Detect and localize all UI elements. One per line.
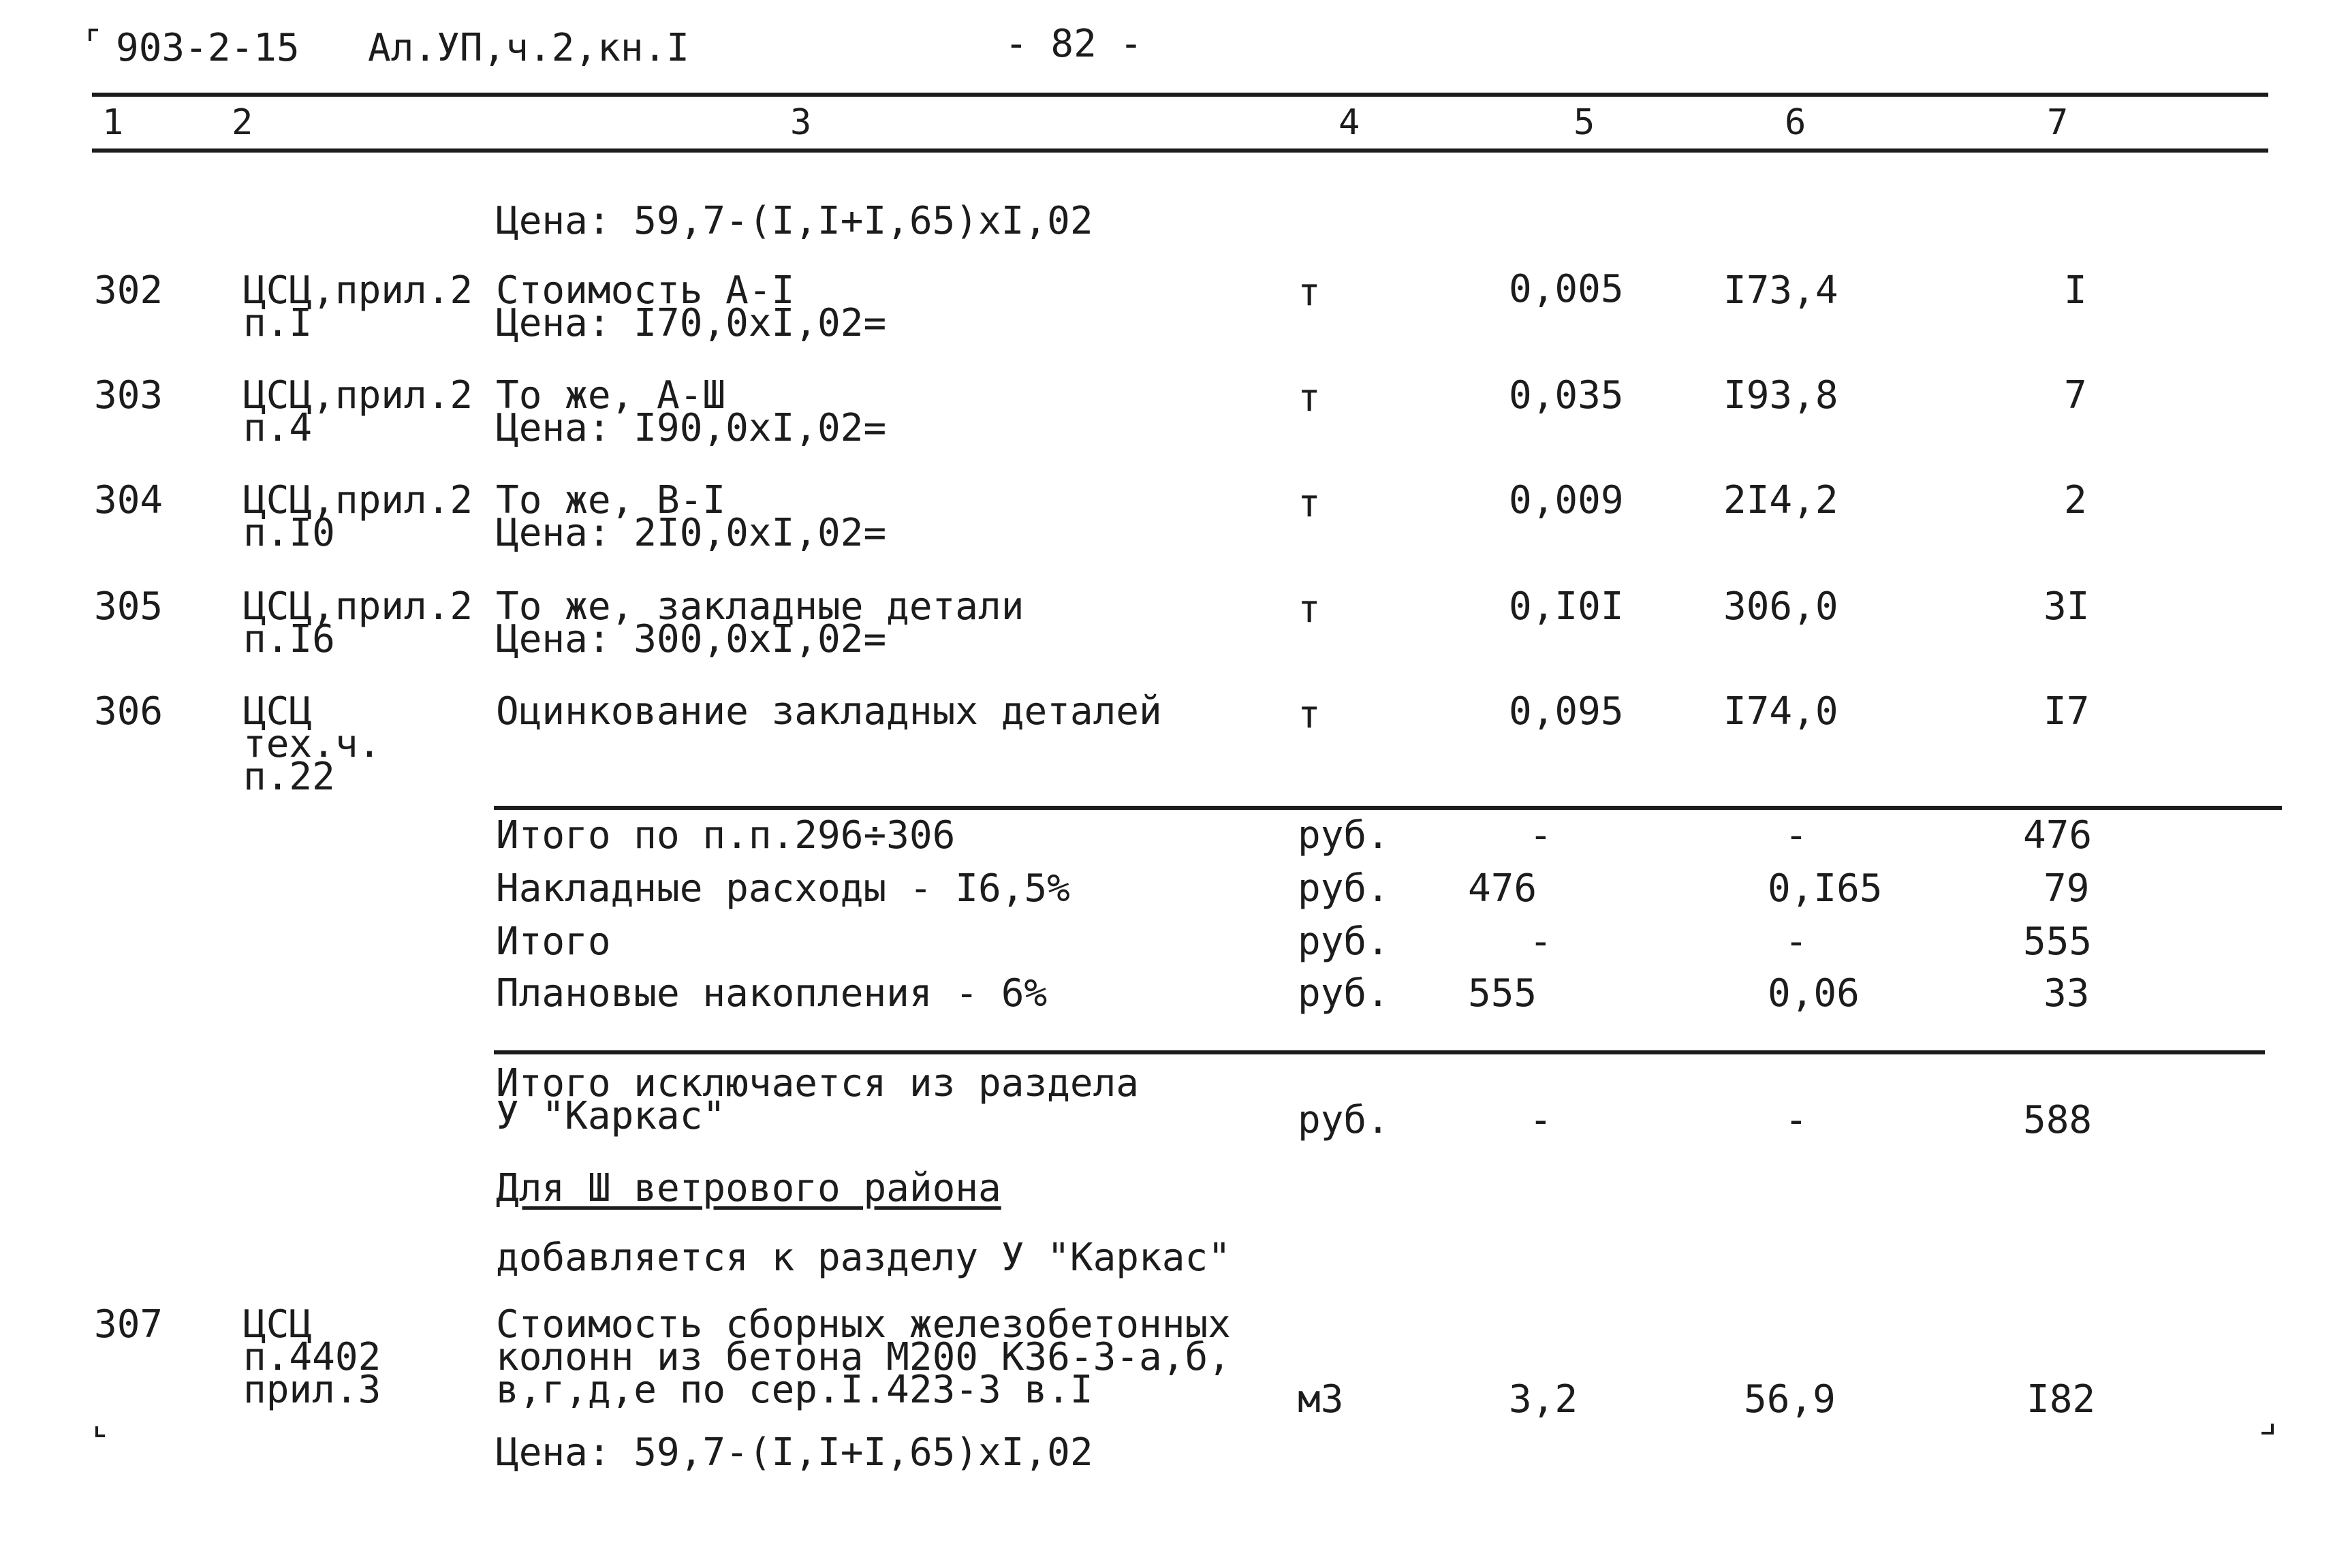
excluded-rule — [494, 1050, 2265, 1054]
row-unit-price: 56,9 — [1744, 1377, 1836, 1422]
row-description: То же, А-Ш — [496, 373, 726, 418]
column-number-4: 4 — [1338, 102, 1360, 143]
row-unit: т — [1298, 482, 1321, 526]
summary-total: 555 — [2023, 920, 2093, 964]
row-description: То же, закладные детали — [496, 584, 1024, 629]
summary-unit: руб. — [1298, 866, 1390, 911]
row-reference: ЦСЦ,прил.2 — [243, 373, 473, 418]
row-number: 306 — [94, 689, 163, 734]
row-unit: т — [1298, 270, 1321, 315]
row-reference: ЦСЦ,прил.2 — [243, 268, 473, 313]
row-unit-price: 306,0 — [1723, 584, 1838, 629]
column-number-1: 1 — [102, 102, 124, 143]
corner-mark-bottom-right — [2261, 1424, 2274, 1434]
row-reference: п.I6 — [243, 617, 335, 661]
row-price-line: Цена: 59,7-(I,I+I,65)xI,02 — [496, 1430, 1093, 1475]
row-description: То же, В-I — [496, 478, 726, 522]
summary-unit: руб. — [1298, 971, 1390, 1016]
wind-section-subheading: добавляется к разделу У "Каркас" — [496, 1236, 1231, 1280]
row-total: 3I — [2044, 584, 2090, 629]
column-number-3: 3 — [790, 102, 812, 143]
row-reference: прил.3 — [243, 1368, 381, 1412]
row-total: 2 — [2064, 478, 2087, 522]
summary-label: Итого по п.п.296÷306 — [496, 813, 956, 858]
summary-rate: 0,I65 — [1768, 866, 1883, 911]
row-unit-price: 2I4,2 — [1723, 478, 1838, 522]
row-unit-price: I74,0 — [1723, 689, 1838, 734]
summary-total: 79 — [2044, 866, 2090, 911]
price-line-top: Цена: 59,7-(I,I+I,65)xI,02 — [496, 199, 1093, 243]
summary-label: Итого — [496, 920, 611, 964]
row-reference: п.I — [243, 301, 313, 345]
row-description: в,г,д,е по сер.I.423-3 в.I — [496, 1368, 1093, 1412]
summary-total: 476 — [2023, 813, 2093, 858]
column-number-7: 7 — [2047, 102, 2069, 143]
column-number-2: 2 — [232, 102, 253, 143]
row-description: Цена: 300,0xI,02= — [496, 617, 887, 661]
excluded-rate: - — [1785, 1098, 1808, 1142]
summary-rate: - — [1785, 813, 1808, 858]
document-code: 903-2-15 — [116, 26, 300, 70]
row-quantity: 0,I0I — [1509, 584, 1624, 629]
row-reference: ЦСЦ — [243, 1302, 313, 1347]
summary-total: 33 — [2044, 971, 2090, 1016]
column-number-6: 6 — [1785, 102, 1806, 143]
row-unit: т — [1298, 587, 1321, 631]
summary-unit: руб. — [1298, 813, 1390, 858]
summary-label: Накладные расходы - I6,5% — [496, 866, 1070, 911]
row-number: 302 — [94, 268, 163, 313]
row-total: I — [2064, 268, 2087, 313]
row-unit: т — [1298, 376, 1321, 420]
row-description: Стоимость сборных железобетонных — [496, 1302, 1231, 1347]
row-reference: ЦСЦ,прил.2 — [243, 478, 473, 522]
row-quantity: 0,035 — [1509, 373, 1624, 418]
row-reference: п.22 — [243, 755, 335, 799]
row-total: I82 — [2026, 1377, 2096, 1422]
summary-base: 555 — [1468, 971, 1537, 1016]
row-unit: м3 — [1298, 1377, 1344, 1422]
row-quantity: 0,095 — [1509, 689, 1624, 734]
row-description: Цена: I70,0xI,02= — [496, 301, 887, 345]
row-description: Оцинкование закладных деталей — [496, 689, 1162, 734]
row-number: 307 — [94, 1302, 163, 1347]
summary-rule — [494, 806, 2282, 810]
header-rule-top — [92, 93, 2268, 97]
row-unit-price: I73,4 — [1723, 268, 1838, 313]
summary-label: Плановые накопления - 6% — [496, 971, 1048, 1016]
row-number: 304 — [94, 478, 163, 522]
row-unit-price: I93,8 — [1723, 373, 1838, 418]
corner-mark-top-left — [89, 29, 98, 41]
summary-base: 476 — [1468, 866, 1537, 911]
row-total: I7 — [2044, 689, 2090, 734]
row-reference: ЦСЦ,прил.2 — [243, 584, 473, 629]
summary-unit: руб. — [1298, 920, 1390, 964]
row-number: 305 — [94, 584, 163, 629]
row-reference: тех.ч. — [243, 722, 381, 766]
row-quantity: 0,009 — [1509, 478, 1624, 522]
row-description: Стоимость А-I — [496, 268, 795, 313]
summary-base: - — [1529, 813, 1552, 858]
summary-base: - — [1529, 920, 1552, 964]
excluded-total: 588 — [2023, 1098, 2093, 1142]
summary-rate: 0,06 — [1768, 971, 1860, 1016]
summary-rate: - — [1785, 920, 1808, 964]
excluded-label: Итого исключается из раздела — [496, 1061, 1140, 1106]
row-reference: ЦСЦ — [243, 689, 313, 734]
excluded-base: - — [1529, 1098, 1552, 1142]
row-quantity: 3,2 — [1509, 1377, 1578, 1422]
excluded-unit: руб. — [1298, 1098, 1390, 1142]
row-number: 303 — [94, 373, 163, 418]
excluded-label: У "Каркас" — [496, 1094, 726, 1138]
row-description: Цена: 2I0,0xI,02= — [496, 511, 887, 555]
row-description: Цена: I90,0xI,02= — [496, 406, 887, 450]
row-reference: п.4402 — [243, 1335, 381, 1379]
row-total: 7 — [2064, 373, 2087, 418]
header-rule-bottom — [92, 148, 2268, 153]
row-reference: п.4 — [243, 406, 313, 450]
row-reference: п.I0 — [243, 511, 335, 555]
row-unit: т — [1298, 693, 1321, 737]
column-number-5: 5 — [1573, 102, 1595, 143]
page-number: - 82 - — [1005, 22, 1143, 66]
row-description: колонн из бетона М200 К36-3-а,б, — [496, 1335, 1231, 1379]
row-quantity: 0,005 — [1509, 267, 1624, 311]
wind-section-heading: Для Ш ветрового района — [496, 1166, 1001, 1210]
corner-mark-bottom-left — [95, 1426, 105, 1437]
album-reference: Ал.УП,ч.2,кн.I — [368, 26, 690, 70]
